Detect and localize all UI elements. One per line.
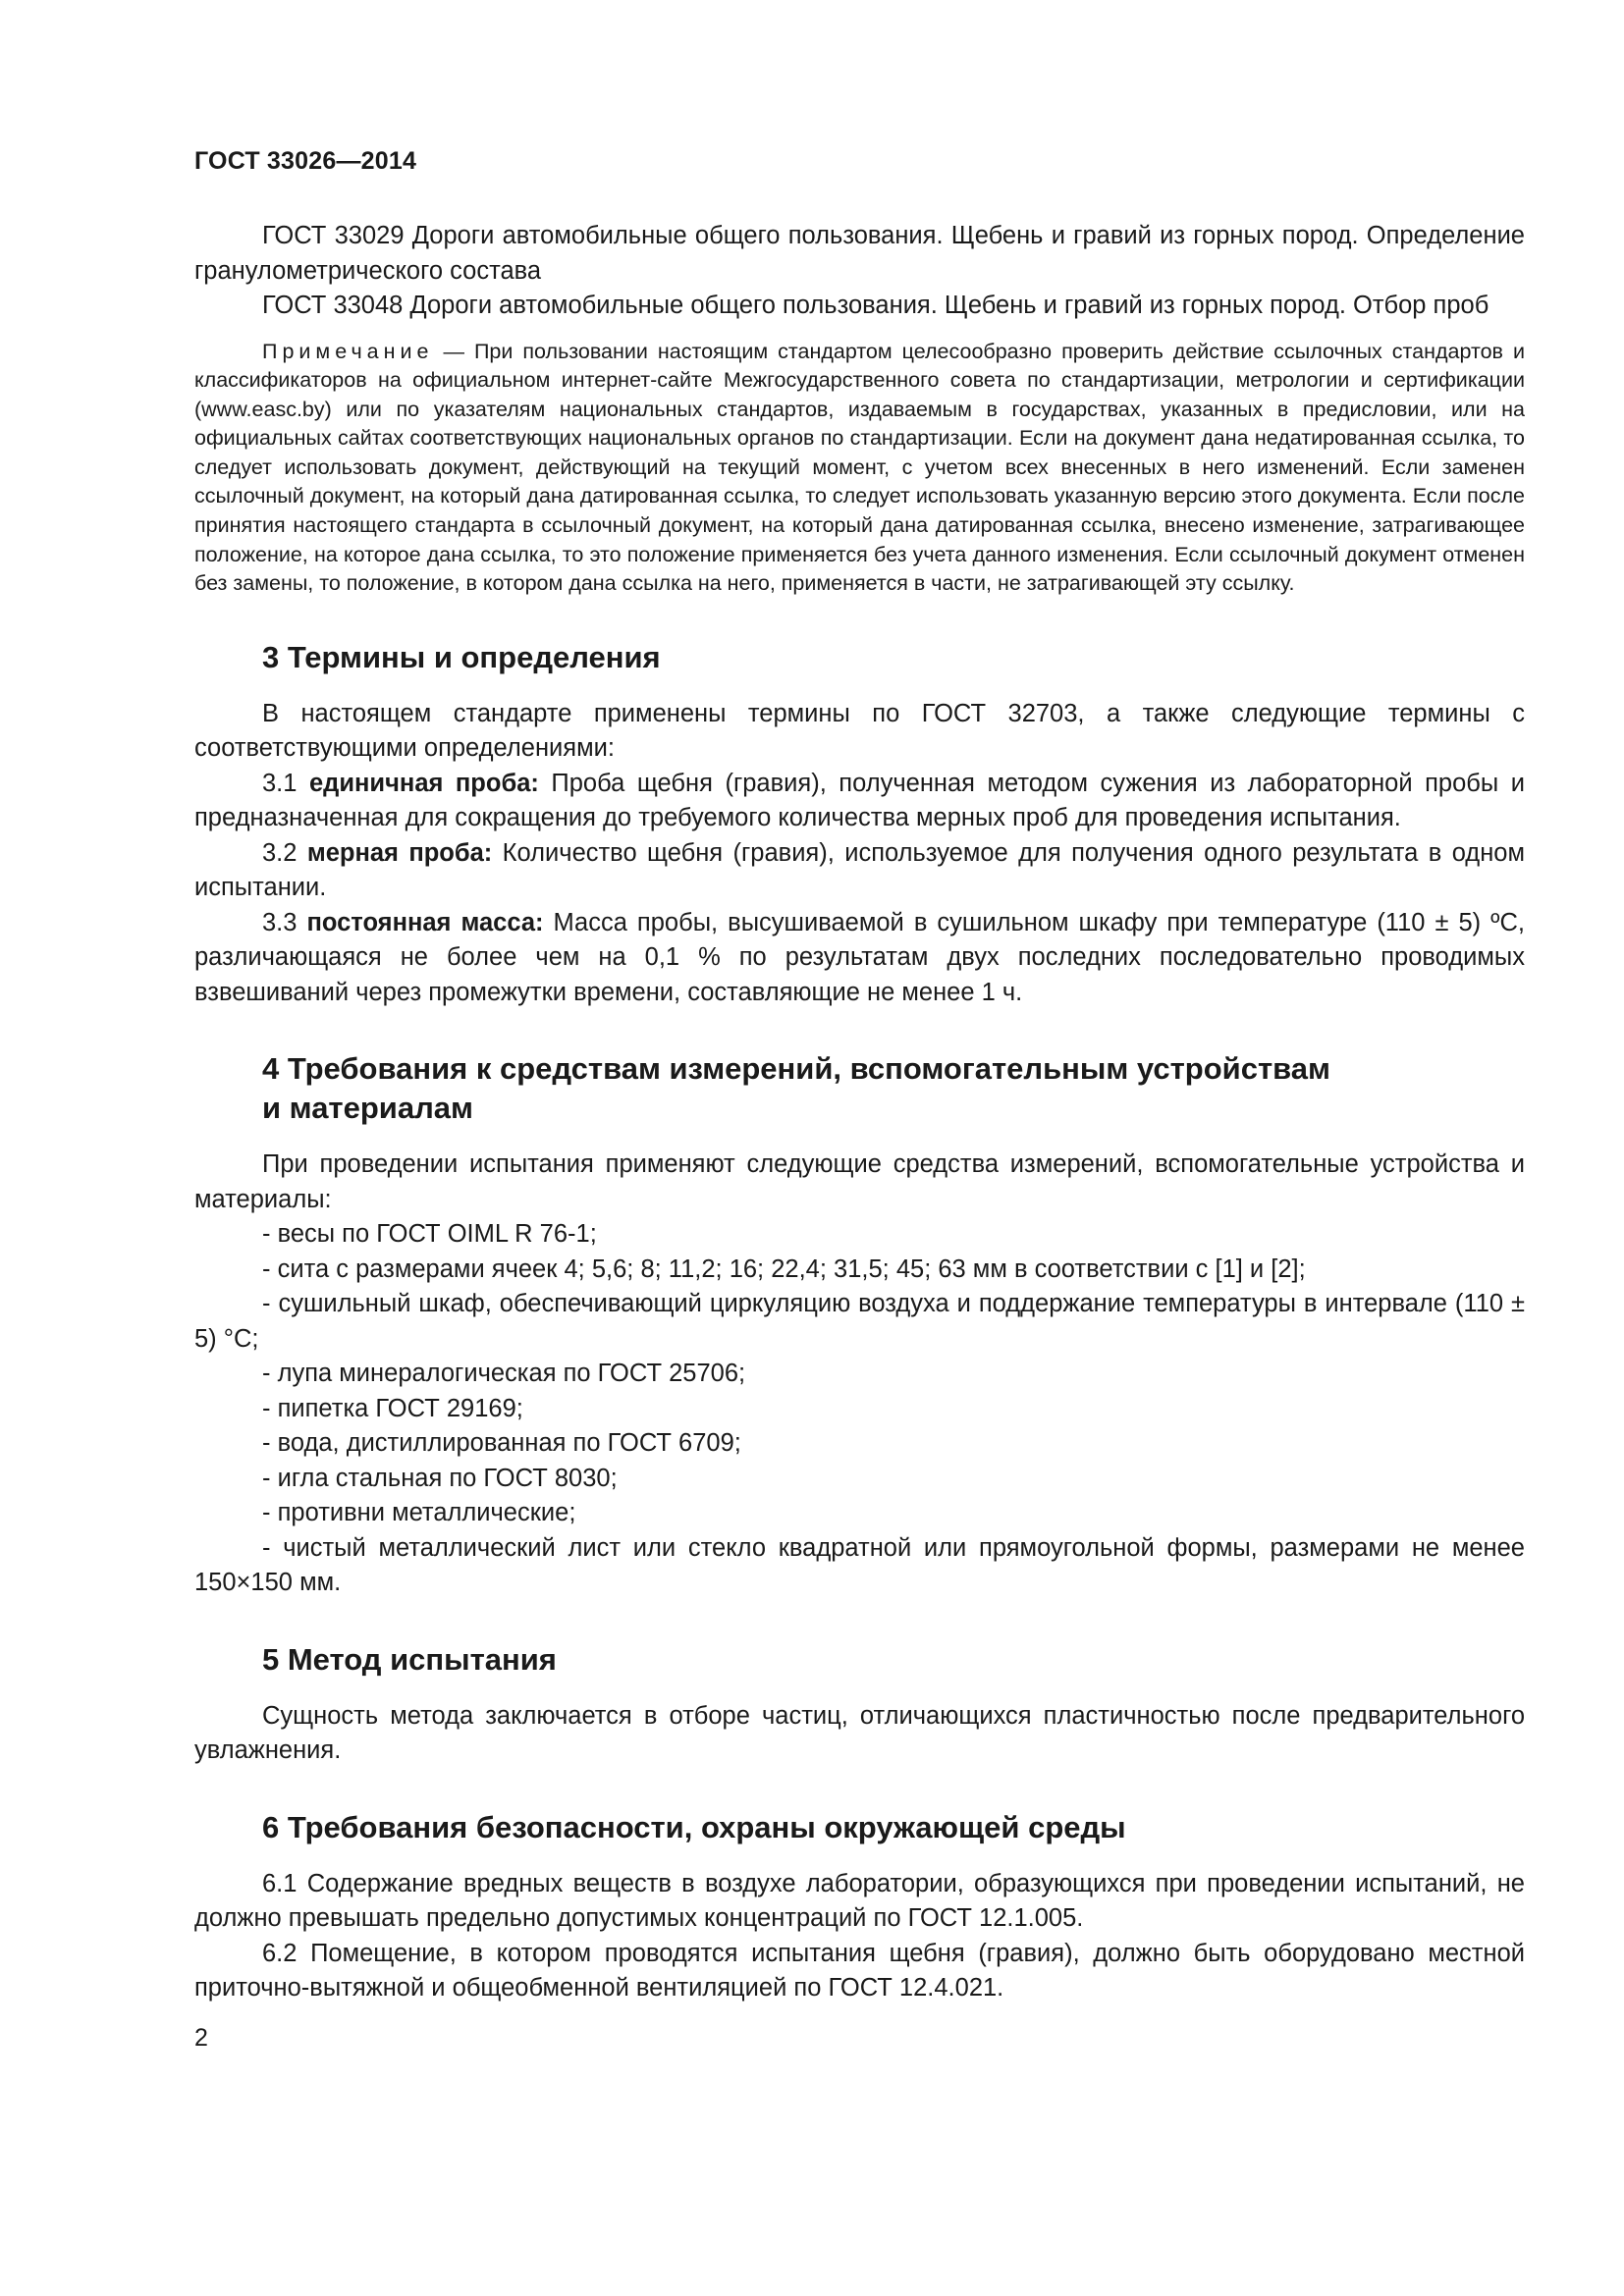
reference-item: ГОСТ 33029 Дороги автомобильные общего пользования. Щебень и гравий из горных пород. Определение гранулометрического состава <box>194 222 1525 285</box>
equipment-item: - весы по ГОСТ OIML R 76-1; <box>262 1220 597 1249</box>
note-dash: — <box>433 339 474 363</box>
equipment-item: - сушильный шкаф, обеспечивающий циркуляцию воздуха и поддержание температуры в интервале (110 ± 5) °С; <box>194 1290 1525 1353</box>
document-page <box>194 147 1525 2053</box>
term-item <box>194 767 1525 836</box>
equipment-item: - противни металлические; <box>262 1499 576 1527</box>
section-6-heading: 6 Требования безопасности, охраны окружающей среды <box>262 1809 1126 1844</box>
section-4-heading <box>194 1049 1525 1128</box>
section-3-heading: 3 Термины и определения <box>262 639 661 674</box>
term-item <box>194 836 1525 906</box>
term-definition: Проба щебня (гравия), полученная методом сужения из лабораторной пробы и предназначенная для сокращения до требуемого количества мерных проб для проведения испытания. <box>194 769 1525 832</box>
note-block <box>194 338 1525 599</box>
equipment-item: - чистый металлический лист или стекло квадратной или прямоугольной формы, размерами не менее 150×150 мм. <box>194 1533 1525 1597</box>
safety-item: 6.1 Содержание вредных веществ в воздухе лаборатории, образующихся при проведении испытаний, не должно превышать предельно допустимых концентраций по ГОСТ 12.1.005. <box>194 1869 1525 1933</box>
equipment-item: - пипетка ГОСТ 29169; <box>262 1394 523 1422</box>
safety-item: 6.2 Помещение, в котором проводятся испытания щебня (гравия), должно быть оборудовано местной приточно-вытяжной и общеобменной вентиляцией по ГОСТ 12.4.021. <box>194 1939 1525 2002</box>
equipment-item: - вода, дистиллированная по ГОСТ 6709; <box>262 1429 741 1458</box>
term-definition: Количество щебня (гравия), используемое для получения одного результата в одном испытании. <box>194 838 1525 902</box>
note-text: При пользовании настоящим стандартом целесообразно проверить действие ссылочных стандартов и классификаторов на официальном интернет-сайте Межгосударственного совета по стандартизации, метрологии и сертификации (www.easc.by) или по указателям национальных стандартов, издаваемым в государствах, указанных в предисловии, или на официальных сайтах соответствующих национальных органов по стандартизации. Если на документ дана недатированная ссылка, то следует использовать документ, действующий на текущий момент, с учетом всех внесенных в него изменений. Если заменен ссылочный документ, на который дана датированная ссылка, то следует использовать указанную версию этого документа. Если после принятия настоящего стандарта в ссылочный документ, на который дана датированная ссылка, внесено изменение, затрагивающее положение, на которое дана ссылка, то это положение применяется без учета данного изменения. Если ссылочный документ отменен без замены, то положение, в котором дана ссылка на него, применяется в части, не затрагивающей эту ссылку. <box>194 339 1525 596</box>
term-number: 3.2 <box>262 838 307 867</box>
section-5-text: Сущность метода заключается в отборе частиц, отличающихся пластичностью после предварительного увлажнения. <box>194 1701 1525 1765</box>
equipment-item: - сита с размерами ячеек 4; 5,6; 8; 11,2; 16; 22,4; 31,5; 45; 63 мм в соответствии с [1] и [2]; <box>262 1255 1306 1283</box>
section-4-heading-line-1: 4 Требования к средствам измерений, вспомогательным устройствам <box>262 1051 1330 1087</box>
section-4-intro: При проведении испытания применяют следующие средства измерений, вспомогательные устройства и материалы: <box>194 1150 1525 1213</box>
reference-item: ГОСТ 33048 Дороги автомобильные общего пользования. Щебень и гравий из горных пород. Отбор проб <box>262 292 1489 319</box>
section-3-intro: В настоящем стандарте применены термины по ГОСТ 32703, а также следующие термины с соответствующими определениями: <box>194 699 1525 763</box>
term-name: единичная проба: <box>308 769 539 797</box>
term-definition: Масса пробы, высушиваемой в сушильном шкафу при температуре (110 ± 5) ºС, различающаяся не более чем на 0,1 % по результатам двух последних последовательно проводимых взвешиваний через промежутки времени, составляющие не менее 1 ч. <box>194 908 1525 1006</box>
term-name: мерная проба: <box>306 838 493 867</box>
equipment-item: - лупа минералогическая по ГОСТ 25706; <box>262 1360 746 1388</box>
term-number: 3.1 <box>262 769 309 797</box>
term-name: постоянная масса: <box>306 908 544 936</box>
term-item <box>194 906 1525 1011</box>
section-4-heading-line-2: и материалам <box>262 1091 473 1126</box>
section-5-heading: 5 Метод испытания <box>262 1641 557 1677</box>
equipment-item: - игла стальная по ГОСТ 8030; <box>262 1464 618 1492</box>
note-label: Примечание <box>262 339 434 363</box>
document-header: ГОСТ 33026—2014 <box>194 147 417 175</box>
term-number: 3.3 <box>262 908 307 936</box>
page-number: 2 <box>194 2023 208 2052</box>
